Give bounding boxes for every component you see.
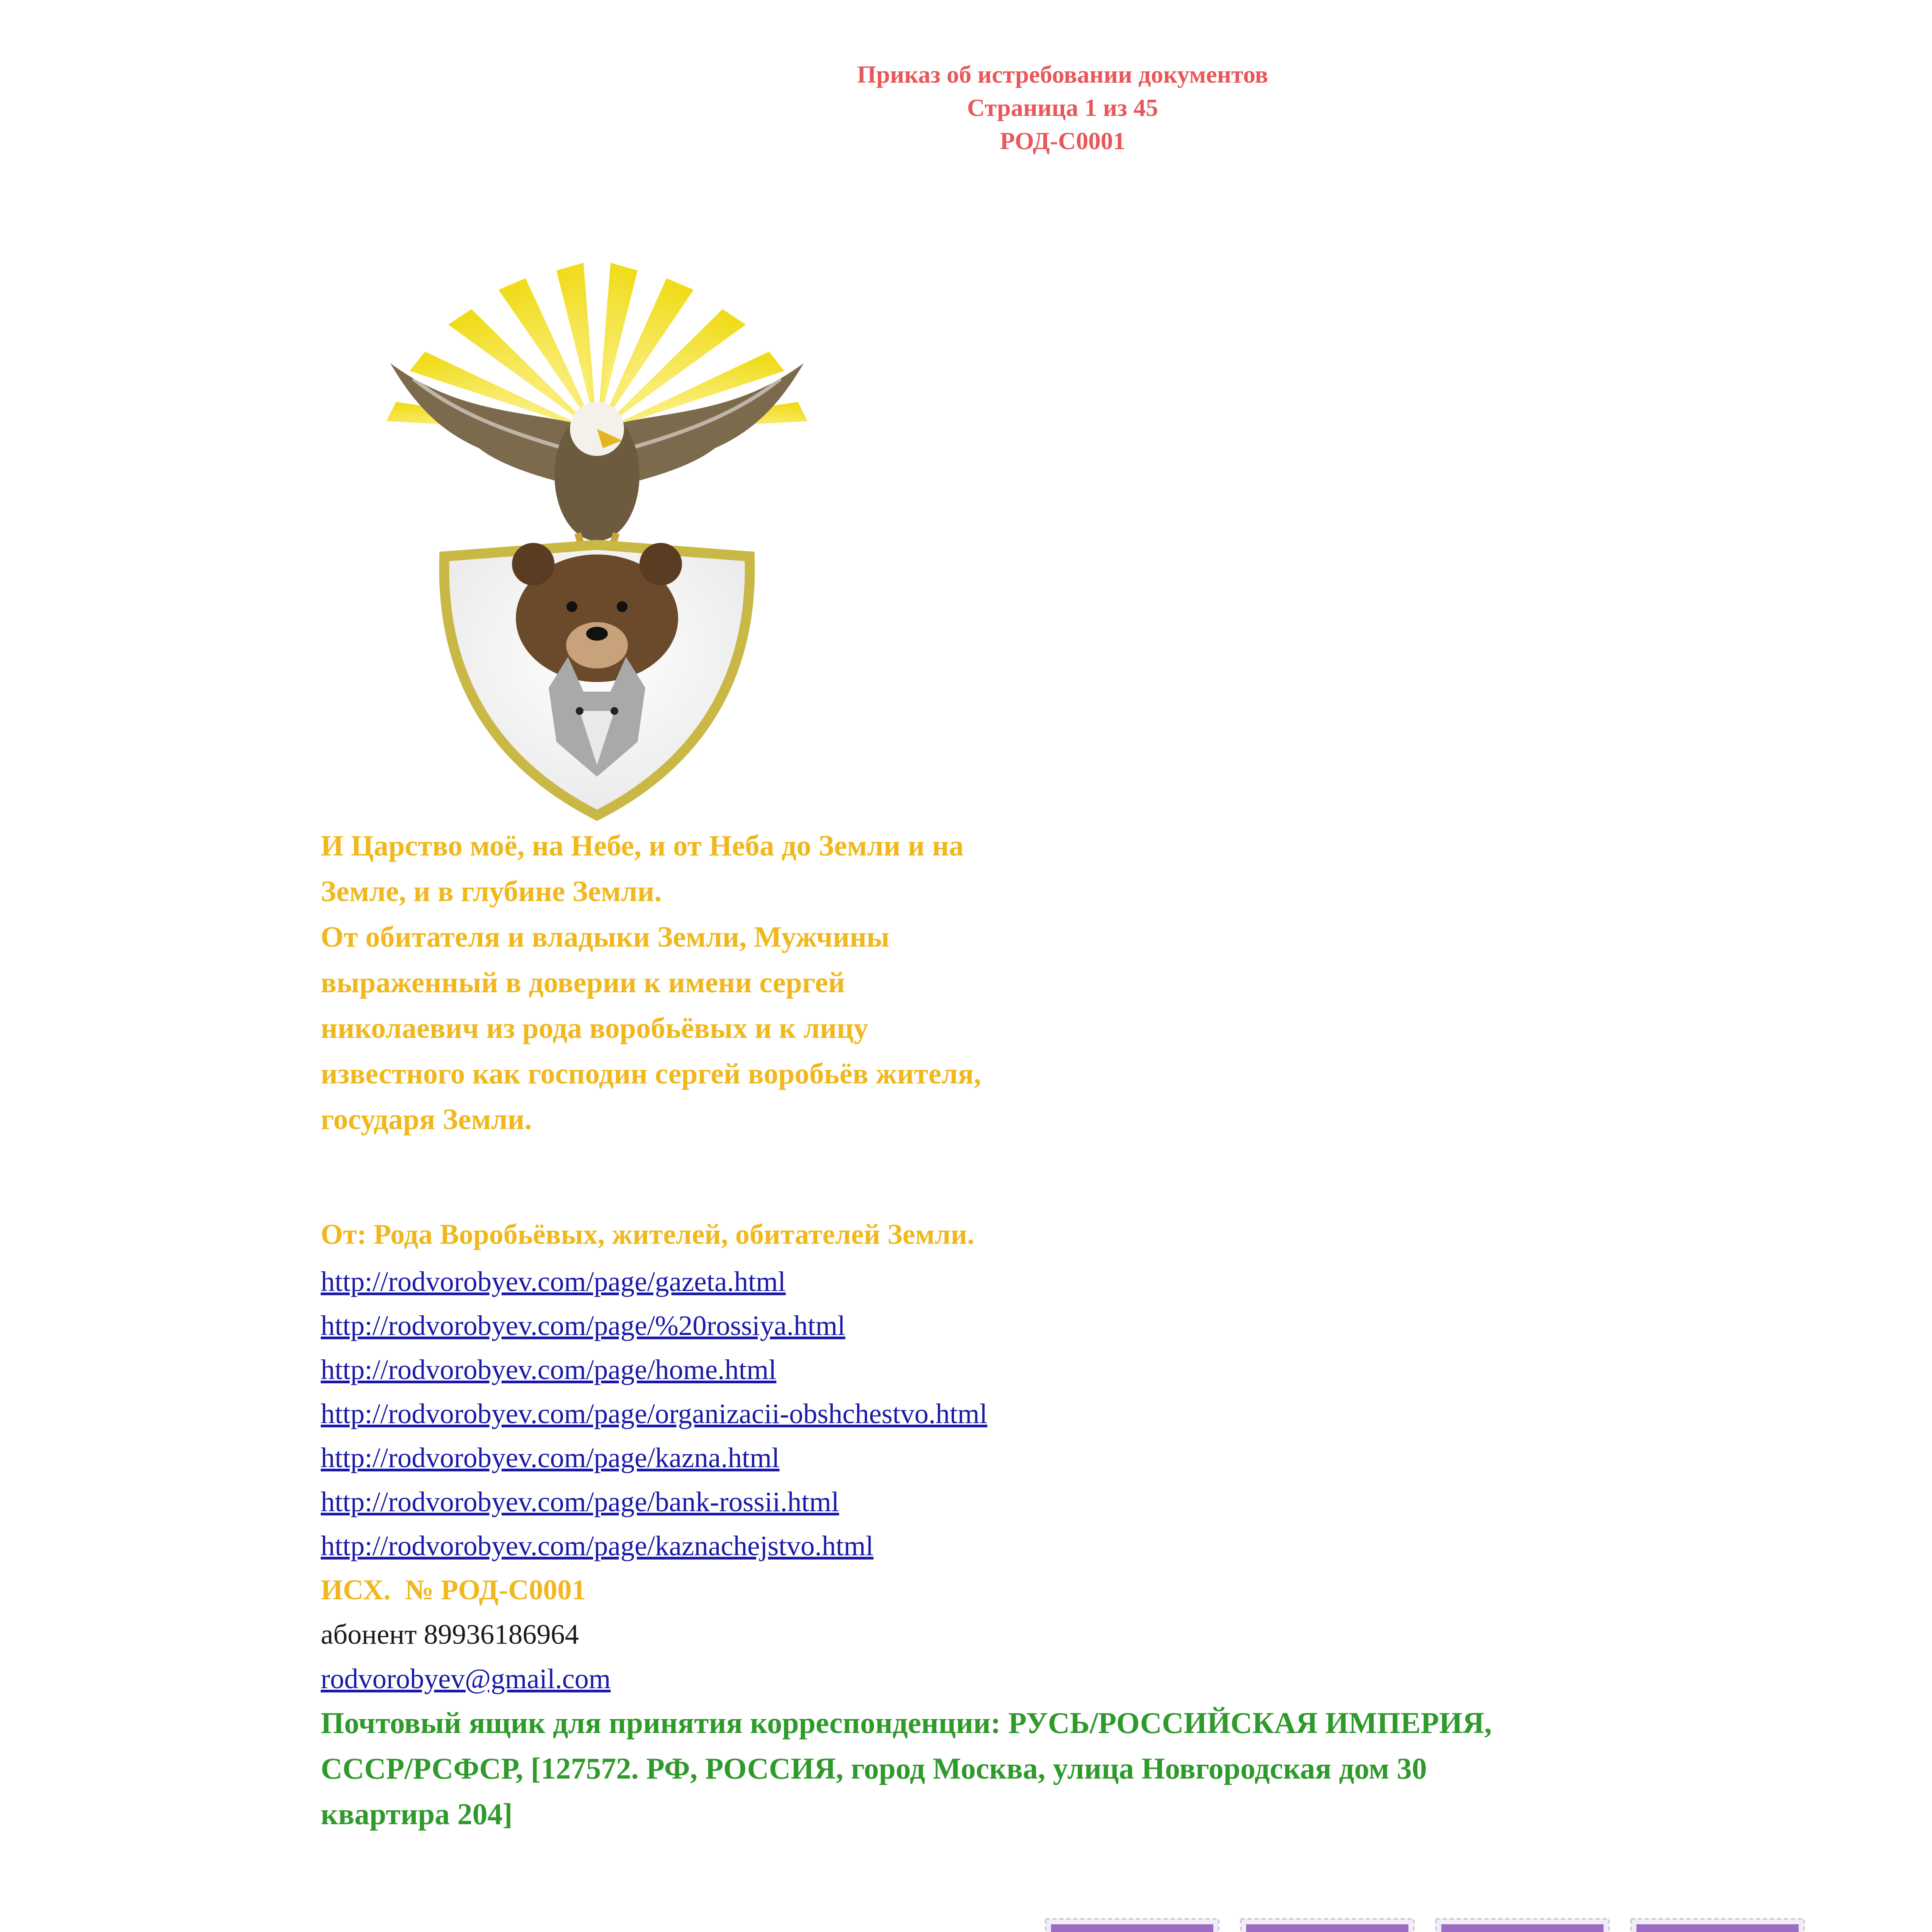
link-kazna[interactable]: http://rodvorobyev.com/page/kazna.html	[321, 1442, 780, 1473]
postage-stamps	[1036, 1909, 1824, 1932]
declaration-line: И Царство моё, на Небе, и от Неба до Земли и на	[321, 830, 964, 862]
link-organizacii[interactable]: http://rodvorobyev.com/page/organizacii-obshchestvo.html	[321, 1398, 988, 1429]
coat-of-arms-emblem	[317, 247, 877, 827]
postage-stamp	[1241, 1919, 1414, 1932]
link-rossiya[interactable]: http://rodvorobyev.com/page/%20rossiya.html	[321, 1310, 845, 1341]
postage-stamp	[1046, 1919, 1219, 1932]
document-title: Приказ об истребовании документов	[857, 61, 1269, 88]
declaration-line: Земле, и в глубине Земли.	[321, 875, 662, 908]
subscriber-phone: абонент 89936186964	[321, 1619, 579, 1650]
mailbox-line: Почтовый ящик для принятия корреспонденции: РУСЬ/РОССИЙСКАЯ ИМПЕРИЯ,	[321, 1706, 1492, 1740]
link-bank-rossii[interactable]: http://rodvorobyev.com/page/bank-rossii.html	[321, 1486, 839, 1517]
stamp-body	[1246, 1924, 1408, 1932]
sender-email[interactable]: rodvorobyev@gmail.com	[321, 1663, 611, 1694]
document-header	[425, 58, 1700, 158]
page-indicator: Страница 1 из 45	[967, 94, 1158, 121]
declaration-line: известного как господин сергей воробьёв жителя,	[321, 1058, 981, 1090]
mailbox-line: СССР/РСФСР, [127572. РФ, РОССИЯ, город Москва, улица Новгородская дом 30	[321, 1752, 1427, 1785]
link-gazeta[interactable]: http://rodvorobyev.com/page/gazeta.html	[321, 1266, 786, 1297]
stamp-body	[1441, 1924, 1604, 1932]
stamp-body	[1636, 1924, 1799, 1932]
outgoing-number: ИСХ. № РОД-С0001	[321, 1574, 586, 1606]
declaration-line: От обитателя и владыки Земли, Мужчины	[321, 921, 889, 953]
document-code: РОД-С0001	[1000, 127, 1126, 155]
postage-stamp	[1436, 1919, 1609, 1932]
declaration-line: государя Земли.	[321, 1103, 532, 1136]
postage-stamp	[1631, 1919, 1804, 1932]
declaration-line: выраженный в доверии к имени сергей	[321, 966, 845, 999]
sender-from: От: Рода Воробьёвых, жителей, обитателей Земли.	[321, 1219, 975, 1250]
link-home[interactable]: http://rodvorobyev.com/page/home.html	[321, 1354, 777, 1385]
mailbox-line: квартира 204]	[321, 1797, 513, 1831]
sender-links	[321, 1260, 987, 1568]
bear-head	[512, 543, 682, 682]
link-kaznachejstvo[interactable]: http://rodvorobyev.com/page/kaznachejstvo.html	[321, 1530, 874, 1561]
mailbox-address	[321, 1700, 1828, 1837]
declaration-text	[321, 823, 1248, 1142]
stamp-body	[1051, 1924, 1213, 1932]
eagle	[390, 363, 804, 564]
declaration-line: николаевич из рода воробьёвых и к лицу	[321, 1012, 869, 1044]
